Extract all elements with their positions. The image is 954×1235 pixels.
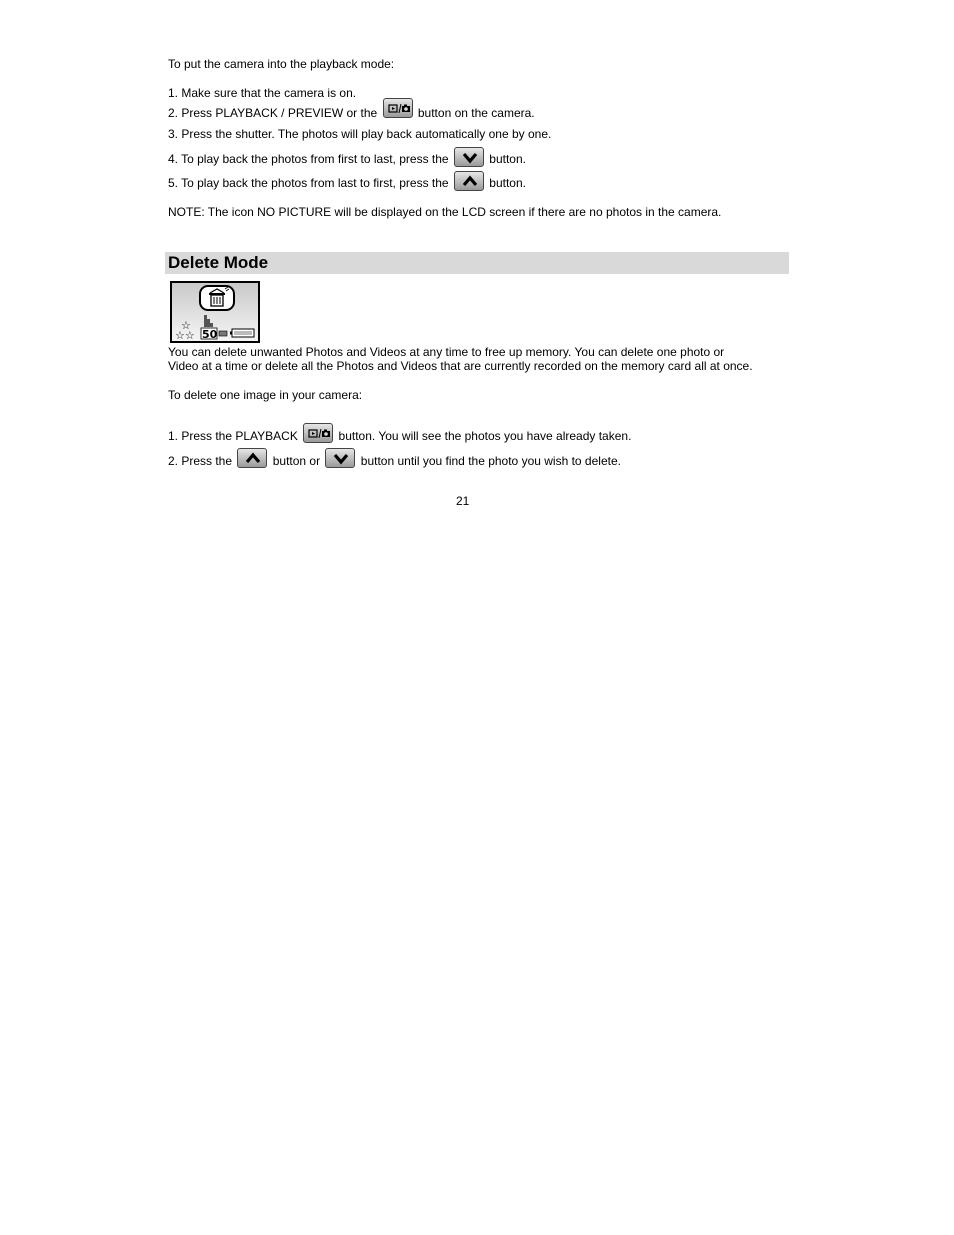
resolution-bars-icon [204,315,213,327]
delete-trash-icon [200,286,234,310]
memory-card-icon [219,331,227,336]
playback-step-4 [168,150,526,170]
delete-step-2 [168,452,621,472]
svg-text:☆: ☆ [181,319,191,332]
delete-step-1 [168,427,631,447]
quality-stars-icon [175,319,195,341]
delete-intro: To delete one image in your camera: [168,388,363,402]
lcd-counter: 50 [202,328,218,341]
playback-step-2-tail: button on the camera. [417,106,535,121]
playback-button-icon [303,423,333,443]
playback-intro: To put the camera into the playback mode: [168,57,395,71]
playback-note: NOTE: The icon NO PICTURE will be displayed on the LCD screen if there are no photos in the camera. [168,205,722,219]
delete-para-line-2: Video at a time or delete all the Photos and Videos that are currently recorded on the memory card all at once. [168,359,753,373]
playback-step-2 [168,104,535,124]
delete-step-1-text: 1. Press the PLAYBACK [168,429,298,444]
playback-step-3: 3. Press the shutter. The photos will play back automatically one by one. [168,127,552,141]
delete-step-1-tail: button. You will see the photos you have already taken. [338,429,632,444]
section-title: Delete Mode [168,253,269,272]
playback-step-1: 1. Make sure that the camera is on. [168,86,357,100]
page-number: 21 [456,494,470,508]
down-arrow-icon [454,147,484,167]
playback-step-5 [168,174,526,194]
playback-preview-button-icon [383,98,413,118]
delete-para-line-1: You can delete unwanted Photos and Videos at any time to free up memory. You can delete one photo or [168,345,725,359]
delete-step-2-tail: button until you find the photo you wish to delete. [360,454,621,469]
playback-step-5-text: 5. To play back the photos from last to first, press the [168,176,449,191]
playback-step-2-text: 2. Press PLAYBACK / PREVIEW or the [168,106,378,121]
down-arrow-icon [325,448,355,468]
battery-icon [230,329,254,337]
delete-step-2-text: 2. Press the [168,454,233,469]
up-arrow-icon [237,448,267,468]
lcd-delete-screen [170,281,260,343]
up-arrow-icon [454,171,484,191]
playback-step-4-tail: button. [489,152,526,167]
playback-step-5-tail: button. [489,176,526,191]
delete-step-2-middle: button or [272,454,321,469]
svg-text:☆☆: ☆☆ [175,329,195,341]
playback-step-4-text: 4. To play back the photos from first to last, press the [168,152,449,167]
